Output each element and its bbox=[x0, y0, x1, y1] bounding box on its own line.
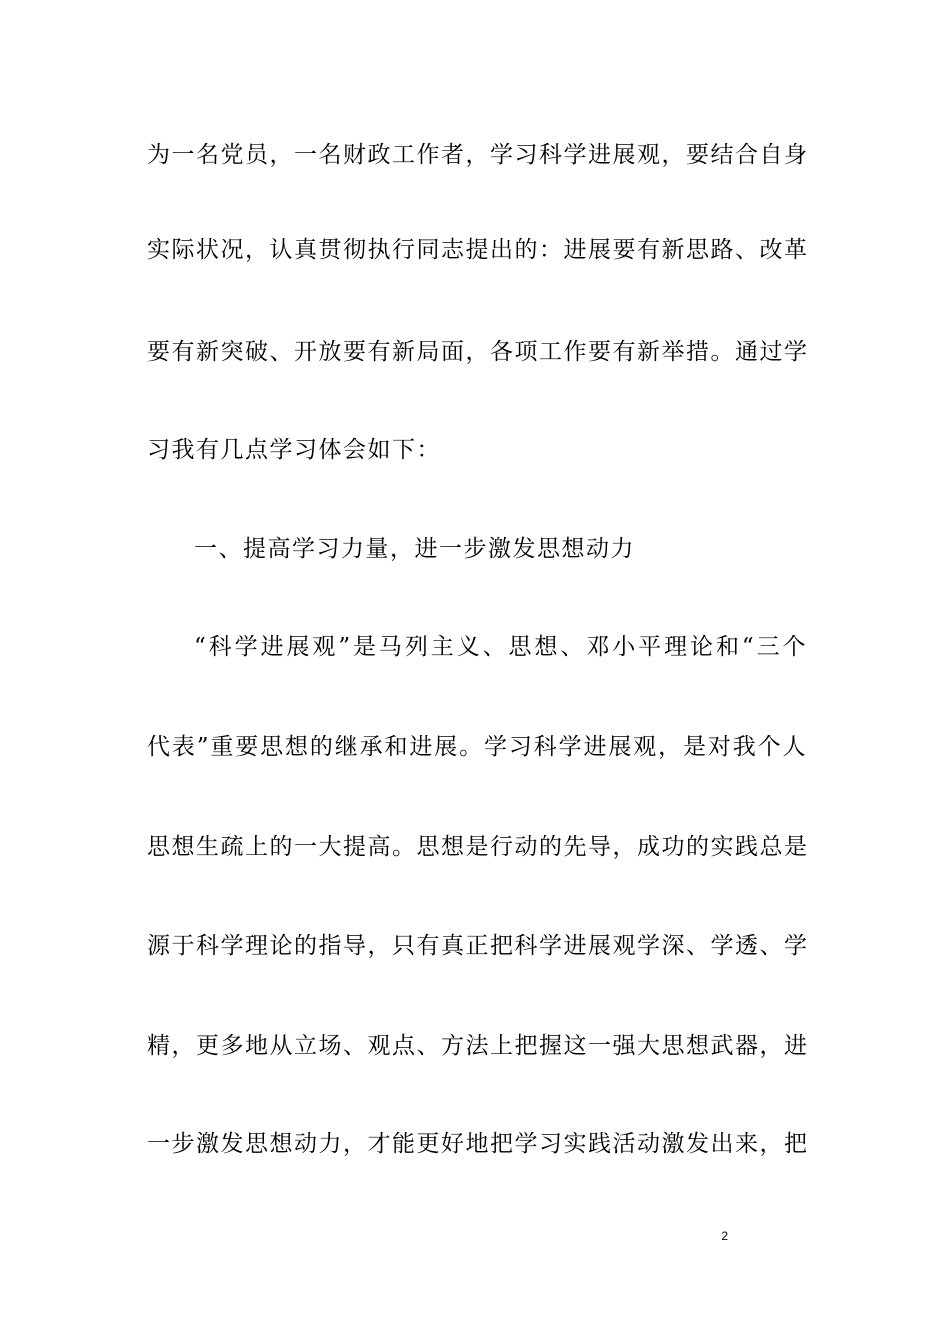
paragraph-3-line-6: 一步激发思想动力，才能更好地把学习实践活动激发出来，把 bbox=[147, 1131, 809, 1157]
paragraph-3-line-4: 源于科学理论的指导，只有真正把科学进展观学深、学透、学 bbox=[147, 933, 809, 959]
paragraph-3-line-3: 思想生疏上的一大提高。思想是行动的先导，成功的实践总是 bbox=[147, 834, 809, 860]
paragraph-1-line-2: 实际状况，认真贯彻执行同志提出的：进展要有新思路、改革 bbox=[147, 237, 809, 263]
paragraph-3-line-1: “科学进展观”是马列主义、思想、邓小平理论和“三个 bbox=[194, 634, 807, 660]
paragraph-1-line-4: 习我有几点学习体会如下： bbox=[147, 437, 441, 463]
section-heading: 一、提高学习力量，进一步激发思想动力 bbox=[194, 536, 635, 562]
paragraph-1-line-3: 要有新突破、开放要有新局面，各项工作要有新举措。通过学 bbox=[147, 339, 809, 365]
page-number: 2 bbox=[721, 1229, 728, 1243]
paragraph-3-line-2: 代表”重要思想的继承和进展。学习科学进展观，是对我个人 bbox=[147, 734, 807, 760]
paragraph-3-line-5: 精，更多地从立场、观点、方法上把握这一强大思想武器，进 bbox=[147, 1033, 809, 1059]
paragraph-1-line-1: 为一名党员，一名财政工作者，学习科学进展观，要结合自身 bbox=[147, 142, 809, 168]
